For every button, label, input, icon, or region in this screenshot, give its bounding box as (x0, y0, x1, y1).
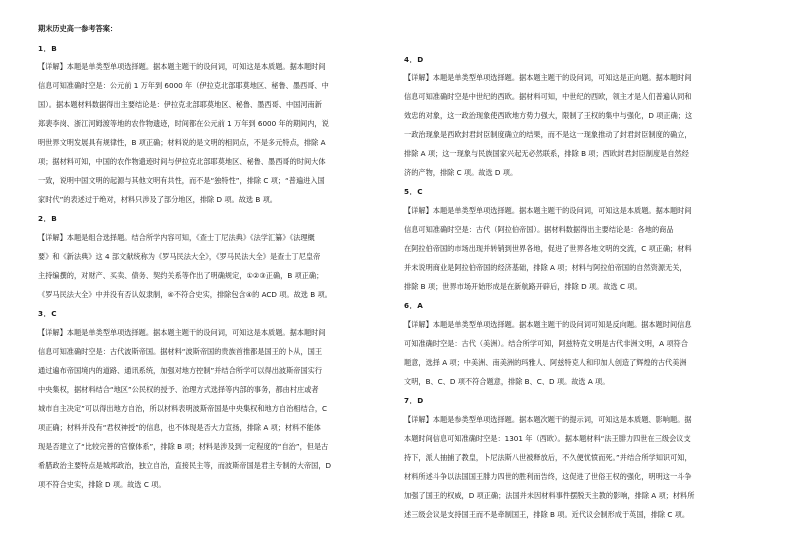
explanation-line: 通过遍布帝国境内的道路、通讯系统，加强对地方控制”并结合所学可以得出波斯帝国实行 (38, 366, 323, 375)
answer-number-3: 3．C (38, 309, 57, 318)
explanation-line: 一政治现象是西欧封君封臣制度确立的结果，而不是这一现象推动了封君封臣制度的确立， (404, 130, 692, 139)
answer-number-1: 1．B (38, 44, 58, 53)
explanation-line: 【详解】本题是参类型单项选择题。据本题次题干的提示词，可知这是本质题、影响题。据 (404, 415, 692, 424)
explanation-line: 文明，B、C、D 项不符合题意，排除 B、C、D 项。故选 A 项。 (404, 377, 610, 386)
explanation-line: 【详解】本题是单类型单项选择题。据本题主题干的设问词，可知这是本质题。据本题时间 (38, 62, 326, 71)
explanation-line: 在阿拉伯帝国的市场出现并转销到世界各地，促进了世界各地文明的交流，C 项正确；材料 (404, 244, 692, 253)
explanation-line: 信息可知准确时空是：古代波斯帝国。据材料“波斯帝国的贵族首推都是国王的卜从，国王 (38, 347, 323, 356)
explanation-line: 明世界文明发展具有规律性，B 项正确；材料说的是文明的相同点，不是多元特点，排除 A (38, 138, 326, 147)
explanation-line: 要》和《新法典》这 4 部文献统称为《罗马民法大全》，《罗马民法大全》是查士丁尼皇帝 (38, 252, 321, 261)
answer-number-6: 6．A (404, 301, 424, 310)
explanation-line: 效忠的对象，这一政治现象使西欧地方势力强大，限制了王权的集中与强化，D 项正确；这 (404, 111, 693, 120)
explanation-line: 排除 B 项；世界市场开始形成是在新航路开辟后，排除 D 项。故选 C 项。 (404, 282, 642, 291)
explanation-line: 述三级会议是支持国王而不是牵制国王，排除 B 项。近代议会制形成于英国，排除 C 项。 (404, 510, 690, 519)
explanation-line: 城市自主决定”可以得出地方自治，所以材料表明波斯帝国是中央集权和地方自治相结合，C (38, 404, 328, 413)
explanation-line: 郑裴李岗、浙江河姆渡等地的农作物遗迹，时间都在公元前 1 万年到 6000 年的期间内，说 (38, 119, 329, 128)
answer-number-7: 7．D (404, 396, 424, 405)
explanation-line: 一致，说明中国文明的起源与其他文明有共性，而不是“独特性”，排除 C 项；“普遍进入国 (38, 176, 325, 185)
explanation-line: 中央集权，据材料结合“地区”公民权的授予、治理方式选择等内部的事务，都由村庄或者 (38, 385, 319, 394)
explanation-line: 希腊政治主要特点是城邦政治，独立自治，直接民主等，而波斯帝国是君主专制的大帝国，D (38, 461, 332, 470)
explanation-line: 【详解】本题是单类型单项选择题。据本题主题干的设问词可知是反向题。据本题时间信息 (404, 320, 692, 329)
explanation-line: 济的产物，排除 C 项。故选 D 项。 (404, 168, 518, 177)
explanation-line: 排除 A 项；这一现象与民族国家兴起无必然联系，排除 B 项；西欧封君封臣制度是自然经 (404, 149, 689, 158)
explanation-line: 题意，选择 A 项；中美洲、南美洲的玛雅人、阿兹特克人和印加人创造了辉煌的古代美洲 (404, 358, 687, 367)
explanation-line: 项；据材料可知，中国的农作物遗迹时间与伊拉克北部耶莫地区、秘鲁、墨西哥的时间大体 (38, 157, 326, 166)
explanation-line: 并未说明商业是阿拉伯帝国的经济基础，排除 A 项；材料与阿拉伯帝国的自然资源无关， (404, 263, 687, 272)
explanation-line: 现是否建立了“比较完善的官僚体系”，排除 B 项；材料是涉及到一定程度的“自治”，但是古 (38, 442, 329, 451)
explanation-line: 信息可知准确时空是：古代（阿拉伯帝国）。据材料数据得出主要结论是：各地的商品 (404, 225, 674, 234)
explanation-line: 家时代”的表述过于绝对，材料只涉及了部分地区，排除 D 项。故选 B 项。 (38, 195, 277, 204)
explanation-line: 可知准确时空是：古代（美洲）。结合所学可知，阿兹特克文明是古代非洲文明，A 项符合 (404, 339, 688, 348)
explanation-line: 【详解】本题是单类型单项选择题。据本题主题干的设问词，可知这是正向题。据本题时间 (404, 73, 692, 82)
document-title: 期末历史高一参考答案： (38, 24, 118, 33)
explanation-line: 【详解】本题是单类型单项选择题。据本题主题干的设问词，可知这是本质题。据本题时间 (404, 206, 692, 215)
explanation-line: 信息可知准确时空是中世纪的西欧。据材料可知，中世纪的西欧，领主才是人们普遍认同和 (404, 92, 692, 101)
explanation-line: 材料所述斗争以法国国王腓力四世的胜利而告终，这促进了世俗王权的强化，明明这一斗争 (404, 472, 692, 481)
explanation-line: 【详解】本题是组合选择题。结合所学内容可知，《查士丁尼法典》《法学汇纂》《法理概 (38, 233, 315, 242)
explanation-line: 主持编撰的，对财产、买卖、债务、契约关系等作出了明确规定，①②③正确，B 项正确； (38, 271, 324, 280)
explanation-line: 【详解】本题是单类型单项选择题。据本题主题干的设问词，可知这是本质题。据本题时间 (38, 328, 326, 337)
explanation-line: 《罗马民法大全》中并没有否认奴隶制，④不符合史实，排除包含④的 ACD 项。故选 B 项。 (38, 290, 332, 299)
explanation-line: 加强了国王的权威，D 项正确；法国并未因材料事件摆脱天主教的影响，排除 A 项；材料所 (404, 491, 695, 500)
explanation-line: 项正确；材料并没有“君权神授”的信息，也不体现是否大力宣扬，排除 A 项；材料不能体 (38, 423, 321, 432)
explanation-line: 项不符合史实，排除 D 项。故选 C 项。 (38, 480, 166, 489)
answer-number-4: 4．D (404, 55, 424, 64)
explanation-line: 持下，派人抽捕了教皇，卜尼法斯八世被释放后，不久便忧愤而死。”并结合所学知识可知， (404, 453, 692, 462)
explanation-line: 国）。据本题材料数据得出主要结论是：伊拉克北部耶莫地区、秘鲁、墨西哥、中国河南新 (38, 100, 322, 109)
explanation-line: 本题时间信息可知准确时空是：1301 年（西欧）。据本题材料“法王腓力四世在三级会议支 (404, 434, 691, 443)
answer-number-2: 2．B (38, 214, 58, 223)
explanation-line: 信息可知准确时空是：公元前 1 万年到 6000 年（伊拉克北部耶莫地区、秘鲁、墨西哥、中 (38, 81, 329, 90)
answer-number-5: 5．C (404, 187, 423, 196)
